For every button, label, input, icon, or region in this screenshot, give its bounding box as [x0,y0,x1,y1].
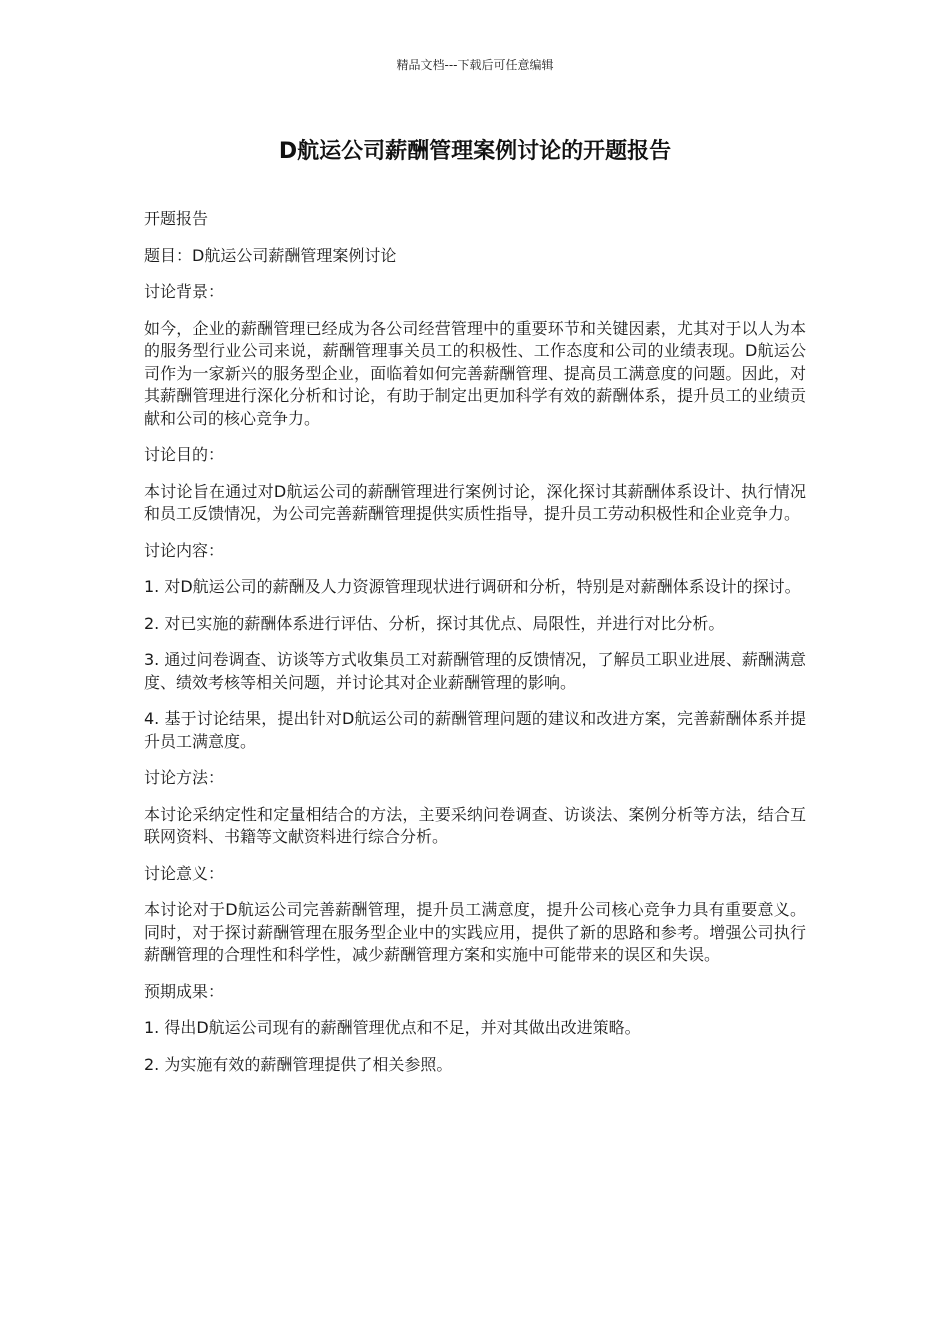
document-title: D航运公司薪酬管理案例讨论的开题报告 [278,139,672,164]
section-label: 开题报告 [144,209,209,228]
heading-method: 讨论方法： [144,768,225,787]
heading-expected-results: 预期成果： [144,981,225,1001]
heading-background: 讨论背景： [144,282,225,301]
content-item: 4. 基于讨论结果，提出针对D航运公司的薪酬管理问题的建议和改进方案，完善薪酬体系并提升员工满意度。 [144,709,806,751]
heading-significance: 讨论意义： [144,863,225,883]
heading-content: 讨论内容： [144,540,225,560]
content-item: 1. 对D航运公司的薪酬及人力资源管理现状进行调研和分析，特别是对薪酬体系设计的探讨。 [144,577,801,596]
background-text: 如今，企业的薪酬管理已经成为各公司经营管理中的重要环节和关键因素，尤其对于以人为本的服务型行业公司来说，薪酬管理事关员工的积极性、工作态度和公司的业绩表现。D航运公司作为一家新兴的服务型企业，面临着如何完善薪酬管理、提高员工满意度的问题。因此，对其薪酬管理进行深化分析和讨论，有助于制定出更加科学有效的薪酬体系，提升员工的业绩贡献和公司的核心竞争力。 [144,318,806,428]
purpose-text: 本讨论旨在通过对D航运公司的薪酬管理进行案例讨论，深化探讨其薪酬体系设计、执行情况和员工反馈情况，为公司完善薪酬管理提供实质性指导，提升员工劳动积极性和企业竞争力。 [144,481,806,523]
document-body [144,208,806,1090]
significance-text: 本讨论对于D航运公司完善薪酬管理，提升员工满意度，提升公司核心竞争力具有重要意义。同时，对于探讨薪酬管理在服务型企业中的实践应用，提供了新的思路和参考。增强公司执行薪酬管理的合理性和科学性，减少薪酬管理方案和实施中可能带来的误区和失误。 [144,900,806,964]
content-item: 3. 通过问卷调查、访谈等方式收集员工对薪酬管理的反馈情况，了解员工职业进展、薪酬满意度、绩效考核等相关问题，并讨论其对企业薪酬管理的影响。 [144,650,806,692]
header-note: 精品文档---下载后可任意编辑 [396,58,554,72]
heading-purpose: 讨论目的： [144,445,225,464]
result-item: 1. 得出D航运公司现有的薪酬管理优点和不足，并对其做出改进策略。 [144,1018,641,1037]
method-text: 本讨论采纳定性和定量相结合的方法，主要采纳问卷调查、访谈法、案例分析等方法，结合互联网资料、书籍等文献资料进行综合分析。 [144,804,806,846]
content-item: 2. 对已实施的薪酬体系进行评估、分析，探讨其优点、局限性，并进行对比分析。 [144,613,725,633]
topic-line: 题目：D航运公司薪酬管理案例讨论 [144,245,397,265]
result-item: 2. 为实施有效的薪酬管理提供了相关参照。 [144,1054,453,1074]
